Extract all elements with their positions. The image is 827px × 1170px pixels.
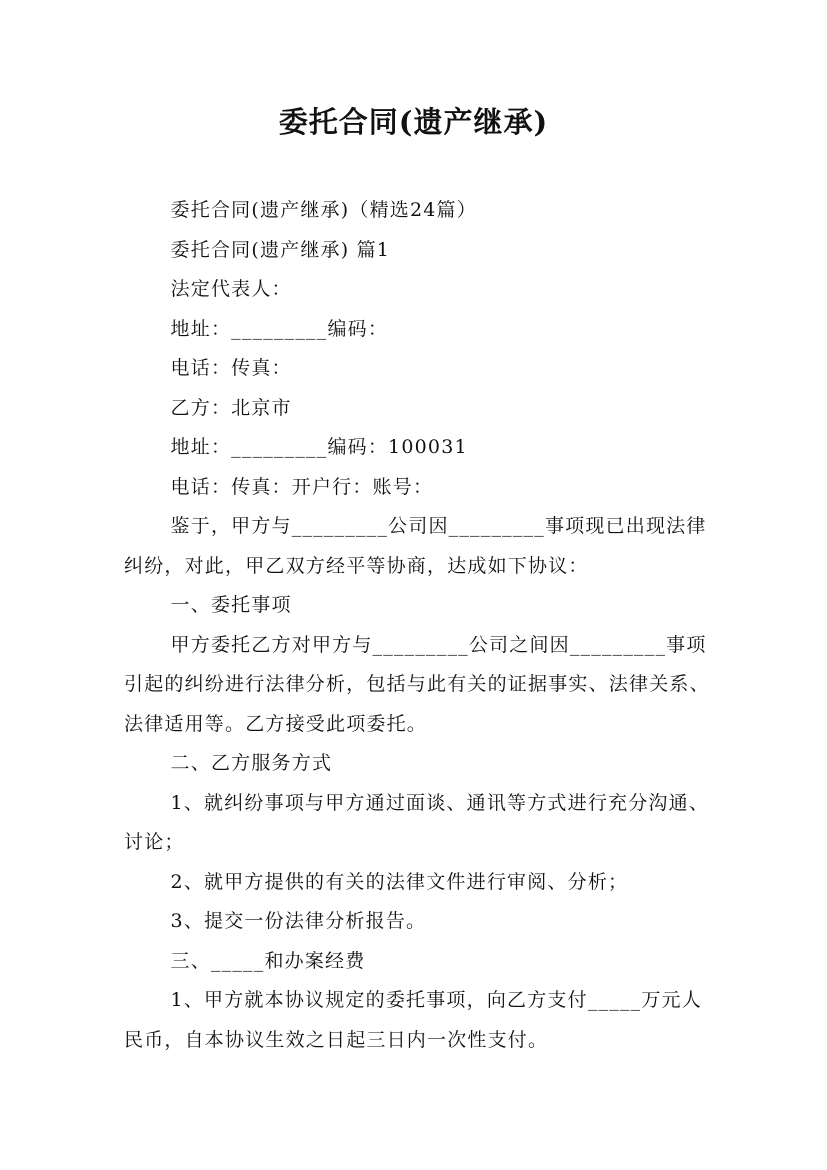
paragraph: 委托合同(遗产继承)（精选24篇）: [170, 199, 477, 221]
paragraph: 法定代表人：: [170, 278, 292, 300]
paragraph: 甲方委托乙方对甲方与_________公司之间因_________事项引起的纠纷进行法律分析，包括与此有关的证据事实、法律关系、法律适用等。乙方接受此项委托。: [124, 633, 710, 735]
list-item: 1、甲方就本协议规定的委托事项，向乙方支付_____万元人民币，自本协议生效之日起三日内一次性支付。: [124, 989, 702, 1051]
document-title: 委托合同(遗产继承): [278, 105, 549, 139]
paragraph: 鉴于，甲方与_________公司因_________事项现已出现法律纠纷，对此，甲乙双方经平等协商，达成如下协议：: [124, 515, 707, 577]
paragraph: 乙方：北京市: [170, 396, 292, 419]
paragraph: 地址：_________编码：: [170, 317, 389, 340]
section-heading: 一、委托事项: [170, 594, 292, 616]
list-item: 2、就甲方提供的有关的法律文件进行审阅、分析；: [170, 870, 629, 893]
list-item: 3、提交一份法律分析报告。: [170, 910, 427, 932]
section-heading: 二、乙方服务方式: [170, 752, 333, 774]
paragraph: 委托合同(遗产继承) 篇1: [170, 238, 391, 261]
paragraph: 地址：_________编码：100031: [170, 436, 468, 458]
section-heading: 三、_____和办案经费: [170, 949, 366, 972]
paragraph: 电话：传真：: [170, 357, 292, 379]
list-item: 1、就纠纷事项与甲方通过面谈、通讯等方式进行充分沟通、讨论；: [124, 791, 710, 853]
document-body: [124, 191, 714, 1060]
paragraph: 电话：传真：开户行：账号：: [170, 475, 434, 498]
